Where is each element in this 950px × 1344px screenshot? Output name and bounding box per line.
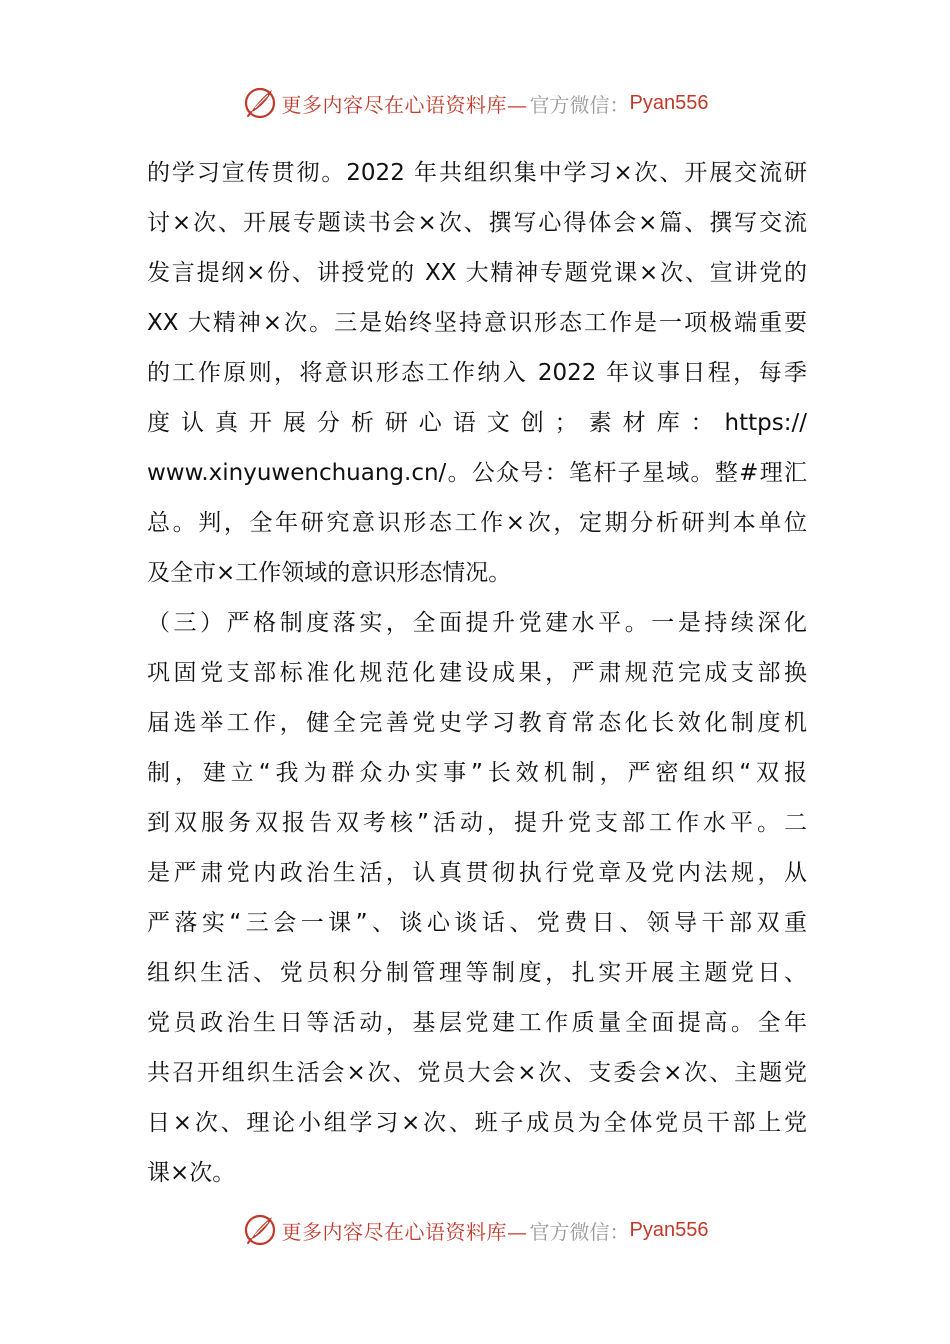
text-line: 严落实“三会一课”、谈心谈话、党费日、领导干部双重 — [147, 910, 807, 936]
text-line: www.xinyuwenchuang.cn/。公众号：笔杆子星域。整#理汇 — [147, 460, 807, 486]
quill-pen-logo-icon — [242, 85, 278, 121]
text-line: 到双服务双报告双考核”活动，提升党支部工作水平。二 — [147, 810, 807, 836]
quill-pen-logo-icon — [242, 1212, 278, 1248]
paragraph-party-building — [147, 598, 807, 1198]
header-banner — [0, 83, 950, 123]
document-body — [147, 148, 807, 1198]
header-wechat-label: 官方微信： — [529, 92, 630, 117]
footer-wechat-label: 官方微信： — [529, 1219, 630, 1244]
text-line: 是严肃党内政治生活，认真贯彻执行党章及党内法规，从 — [147, 860, 807, 886]
text-line: 讨×次、开展专题读书会×次、撰写心得体会×篇、撰写交流 — [147, 210, 807, 236]
text-line: 巩固党支部标准化规范化建设成果，严肃规范完成支部换 — [147, 660, 807, 686]
text-line: XX 大精神×次。三是始终坚持意识形态工作是一项极端重要 — [147, 310, 807, 336]
header-wechat-id: Pyan556 — [629, 91, 709, 114]
text-line: 课×次。 — [147, 1160, 236, 1186]
text-line: 共召开组织生活会×次、党员大会×次、支委会×次、主题党 — [147, 1060, 807, 1086]
header-banner-text: 更多内容尽在心语资料库— — [281, 92, 528, 117]
footer-wechat-id: Pyan556 — [629, 1218, 709, 1241]
text-line: （三）严格制度落实，全面提升党建水平。一是持续深化 — [147, 610, 807, 636]
text-line: 度认真开展分析研心语文创；素材库：https:// — [147, 410, 807, 436]
text-line: 日×次、理论小组学习×次、班子成员为全体党员干部上党 — [147, 1110, 807, 1136]
text-line: 制，建立“我为群众办实事”长效机制，严密组织“双报 — [147, 760, 807, 786]
text-line: 总。判，全年研究意识形态工作×次，定期分析研判本单位 — [147, 510, 807, 536]
text-line: 发言提纲×份、讲授党的 XX 大精神专题党课×次、宣讲党的 — [147, 260, 807, 286]
text-line: 党员政治生日等活动，基层党建工作质量全面提高。全年 — [147, 1010, 807, 1036]
text-line: 组织生活、党员积分制管理等制度，扎实开展主题党日、 — [147, 960, 807, 986]
text-line: 及全市×工作领域的意识形态情况。 — [147, 560, 512, 586]
footer-banner — [0, 1210, 950, 1250]
text-line: 届选举工作，健全完善党史学习教育常态化长效化制度机 — [147, 710, 807, 736]
footer-banner-text: 更多内容尽在心语资料库— — [281, 1219, 528, 1244]
paragraph-ideology — [147, 148, 807, 598]
text-line: 的工作原则，将意识形态工作纳入 2022 年议事日程，每季 — [147, 360, 807, 386]
text-line: 的学习宣传贯彻。2022 年共组织集中学习×次、开展交流研 — [147, 160, 807, 186]
